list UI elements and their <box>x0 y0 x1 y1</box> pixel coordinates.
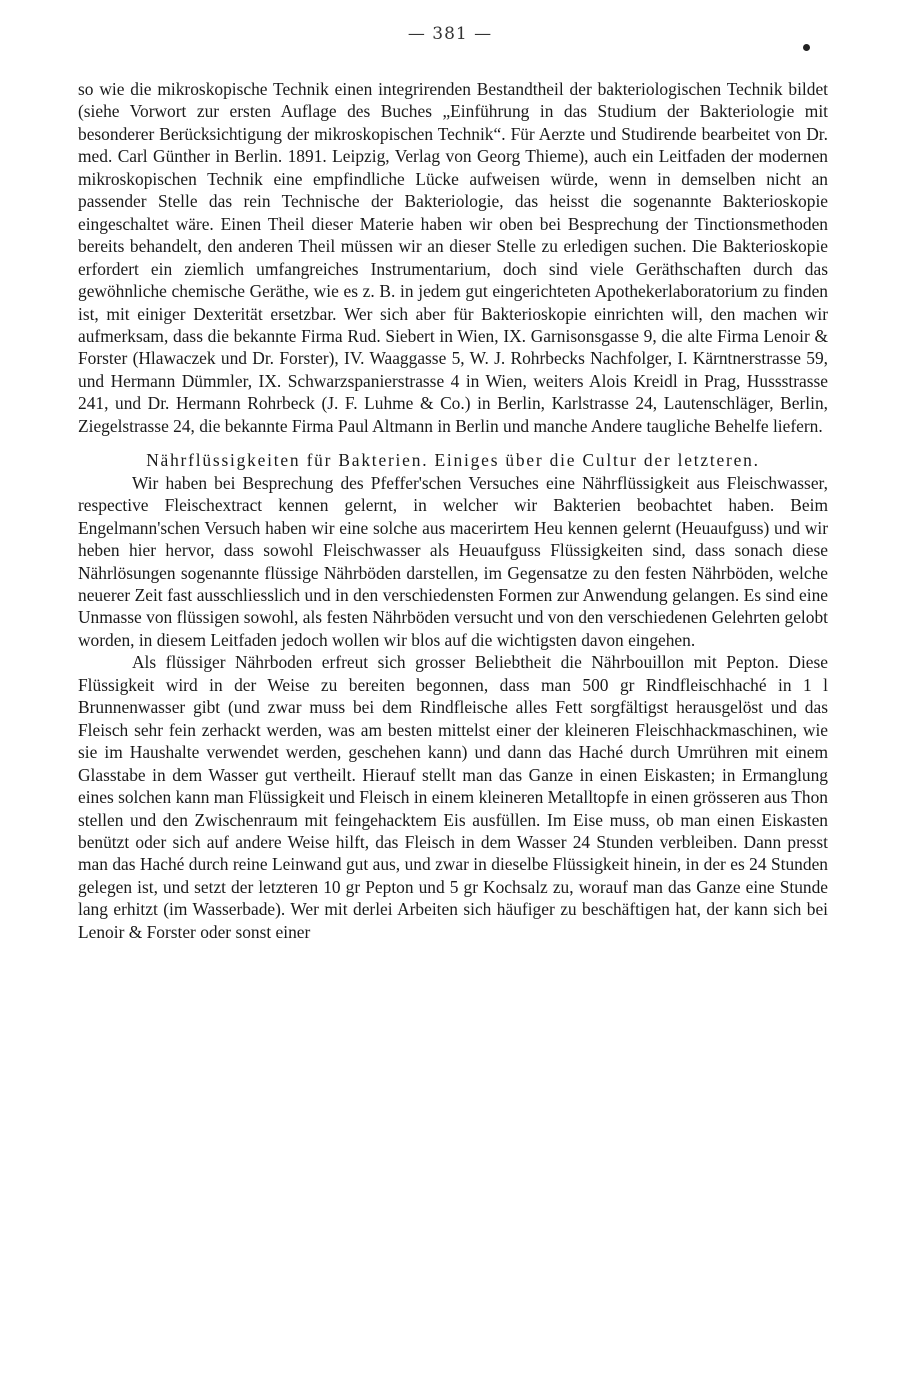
ink-dot <box>803 44 810 51</box>
paragraph-intro: so wie die mikroskopische Technik einen integrirenden Bestandtheil der bakteriologischen Technik bildet (siehe Vorwort zur ersten Auflage des Buches „Einführung in das Studium der Bakteriologie mit besonderer Berücksichtigung der mikroskopischen Technik“. Für Aerzte und Studirende bearbeitet von Dr. med. Carl Günther in Berlin. 1891. Leipzig, Verlag von Georg Thieme), auch ein Leitfaden der modernen mikroskopischen Technik eine empfindliche Lücke aufweisen würde, wenn in demselben nicht an passender Stelle das rein Technische der Bakteriologie, das heisst die sogenannte Bakterioskopie eingeschaltet wäre. Einen Theil dieser Materie haben wir oben bei Besprechung der Tinctionsmethoden bereits behandelt, den anderen Theil müssen wir an dieser Stelle zu erledigen suchen. Die Bakterioskopie erfordert ein ziemlich umfangreiches Instrumentarium, doch sind viele Geräthschaften durch das gewöhnliche chemische Geräthe, wie es z. B. in jedem gut eingerichteten Apothekerlaboratorium zu finden ist, mit einiger Dexterität ersetzbar. Wer sich aber für Bakterioskopie einrichten will, den machen wir aufmerksam, dass die bekannte Firma Rud. Siebert in Wien, IX. Garnisonsgasse 9, die alte Firma Lenoir & Forster (Hlawaczek und Dr. Forster), IV. Waaggasse 5, W. J. Rohrbecks Nachfolger, I. Kärntnerstrasse 59, und Hermann Dümmler, IX. Schwarzspanierstrasse 4 in Wien, weiters Alois Kreidl in Prag, Hussstrasse 241, und Dr. Hermann Rohrbeck (J. F. Luhme & Co.) in Berlin, Karlstrasse 24, Lautenschläger, Berlin, Ziegelstrasse 24, die bekannte Firma Paul Altmann in Berlin und manche Andere taugliche Behelfe liefern. <box>78 79 828 436</box>
paragraph-naehrfluessigkeiten: Wir haben bei Besprechung des Pfeffer'schen Versuches eine Nährflüssigkeit aus Fleischwasser, respective Fleischextract kennen gelernt, in welcher wir Bakterien beobachtet haben. Beim Engelmann'schen Versuch haben wir eine solche aus macerirtem Heu kennen gelernt (Heuaufguss) und wir heben hier hervor, dass sowohl Fleischwasser als Heuaufguss Flüssigkeiten sind, dass sonach diese Nährlösungen sogenannte flüssige Nährböden darstellen, im Gegensatze zu den festen Nährböden, welche neuerer Zeit fast ausschliesslich und in den verschiedensten Formen zur Anwendung gelangen. Es sind eine Unmasse von flüssigen sowohl, als festen Nährböden versucht und von den verschiedenen Gelehrten gelobt worden, in diesem Leitfaden jedoch wollen wir blos auf die wichtigsten davon eingehen. <box>78 472 828 650</box>
section-heading: Nährflüssigkeiten für Bakterien. Einiges über die Cultur der letzteren. <box>146 450 760 471</box>
paragraph-naehrbouillon: Als flüssiger Nährboden erfreut sich grosser Beliebtheit die Nährbouillon mit Pepton. Diese Flüssigkeit wird in der Weise zu bereiten begonnen, dass man 500 gr Rindfleischhaché in 1 l Brunnenwasser gibt (und zwar muss bei dem Rindfleische alles Fett sorgfältigst herausgelöst und das Fleisch sehr fein zerhackt werden, was am besten mittelst einer der kleineren Fleischhackmaschinen, wie sie im Haushalte verwendet werden, geschehen kann) und dann das Haché durch Umrühren mit einem Glasstabe in dem Wasser gut vertheilt. Hierauf stellt man das Ganze in einen Eiskasten; in Ermanglung eines solchen kann man Flüssigkeit und Fleisch in einem kleineren Metalltopfe in einen grösseren aus Thon stellen und den Zwischenraum mit feingehacktem Eis ausfüllen. Im Eise muss, ob man einen Eiskasten benützt oder sich auf andere Weise hilft, das Fleisch in dem Wasser 24 Stunden verbleiben. Dann presst man das Haché durch reine Leinwand gut aus, und zwar in dieselbe Flüssigkeit hinein, in der es 24 Stunden gelegen ist, und setzt der letzteren 10 gr Pepton und 5 gr Kochsalz zu, worauf man das Ganze eine Stunde lang erhitzt (im Wasserbade). Wer mit derlei Arbeiten sich häufiger zu beschäftigen hat, der kann sich bei Lenoir & Forster oder sonst einer <box>78 652 828 942</box>
page-number: — 381 — <box>407 24 493 44</box>
body-text <box>78 78 828 943</box>
